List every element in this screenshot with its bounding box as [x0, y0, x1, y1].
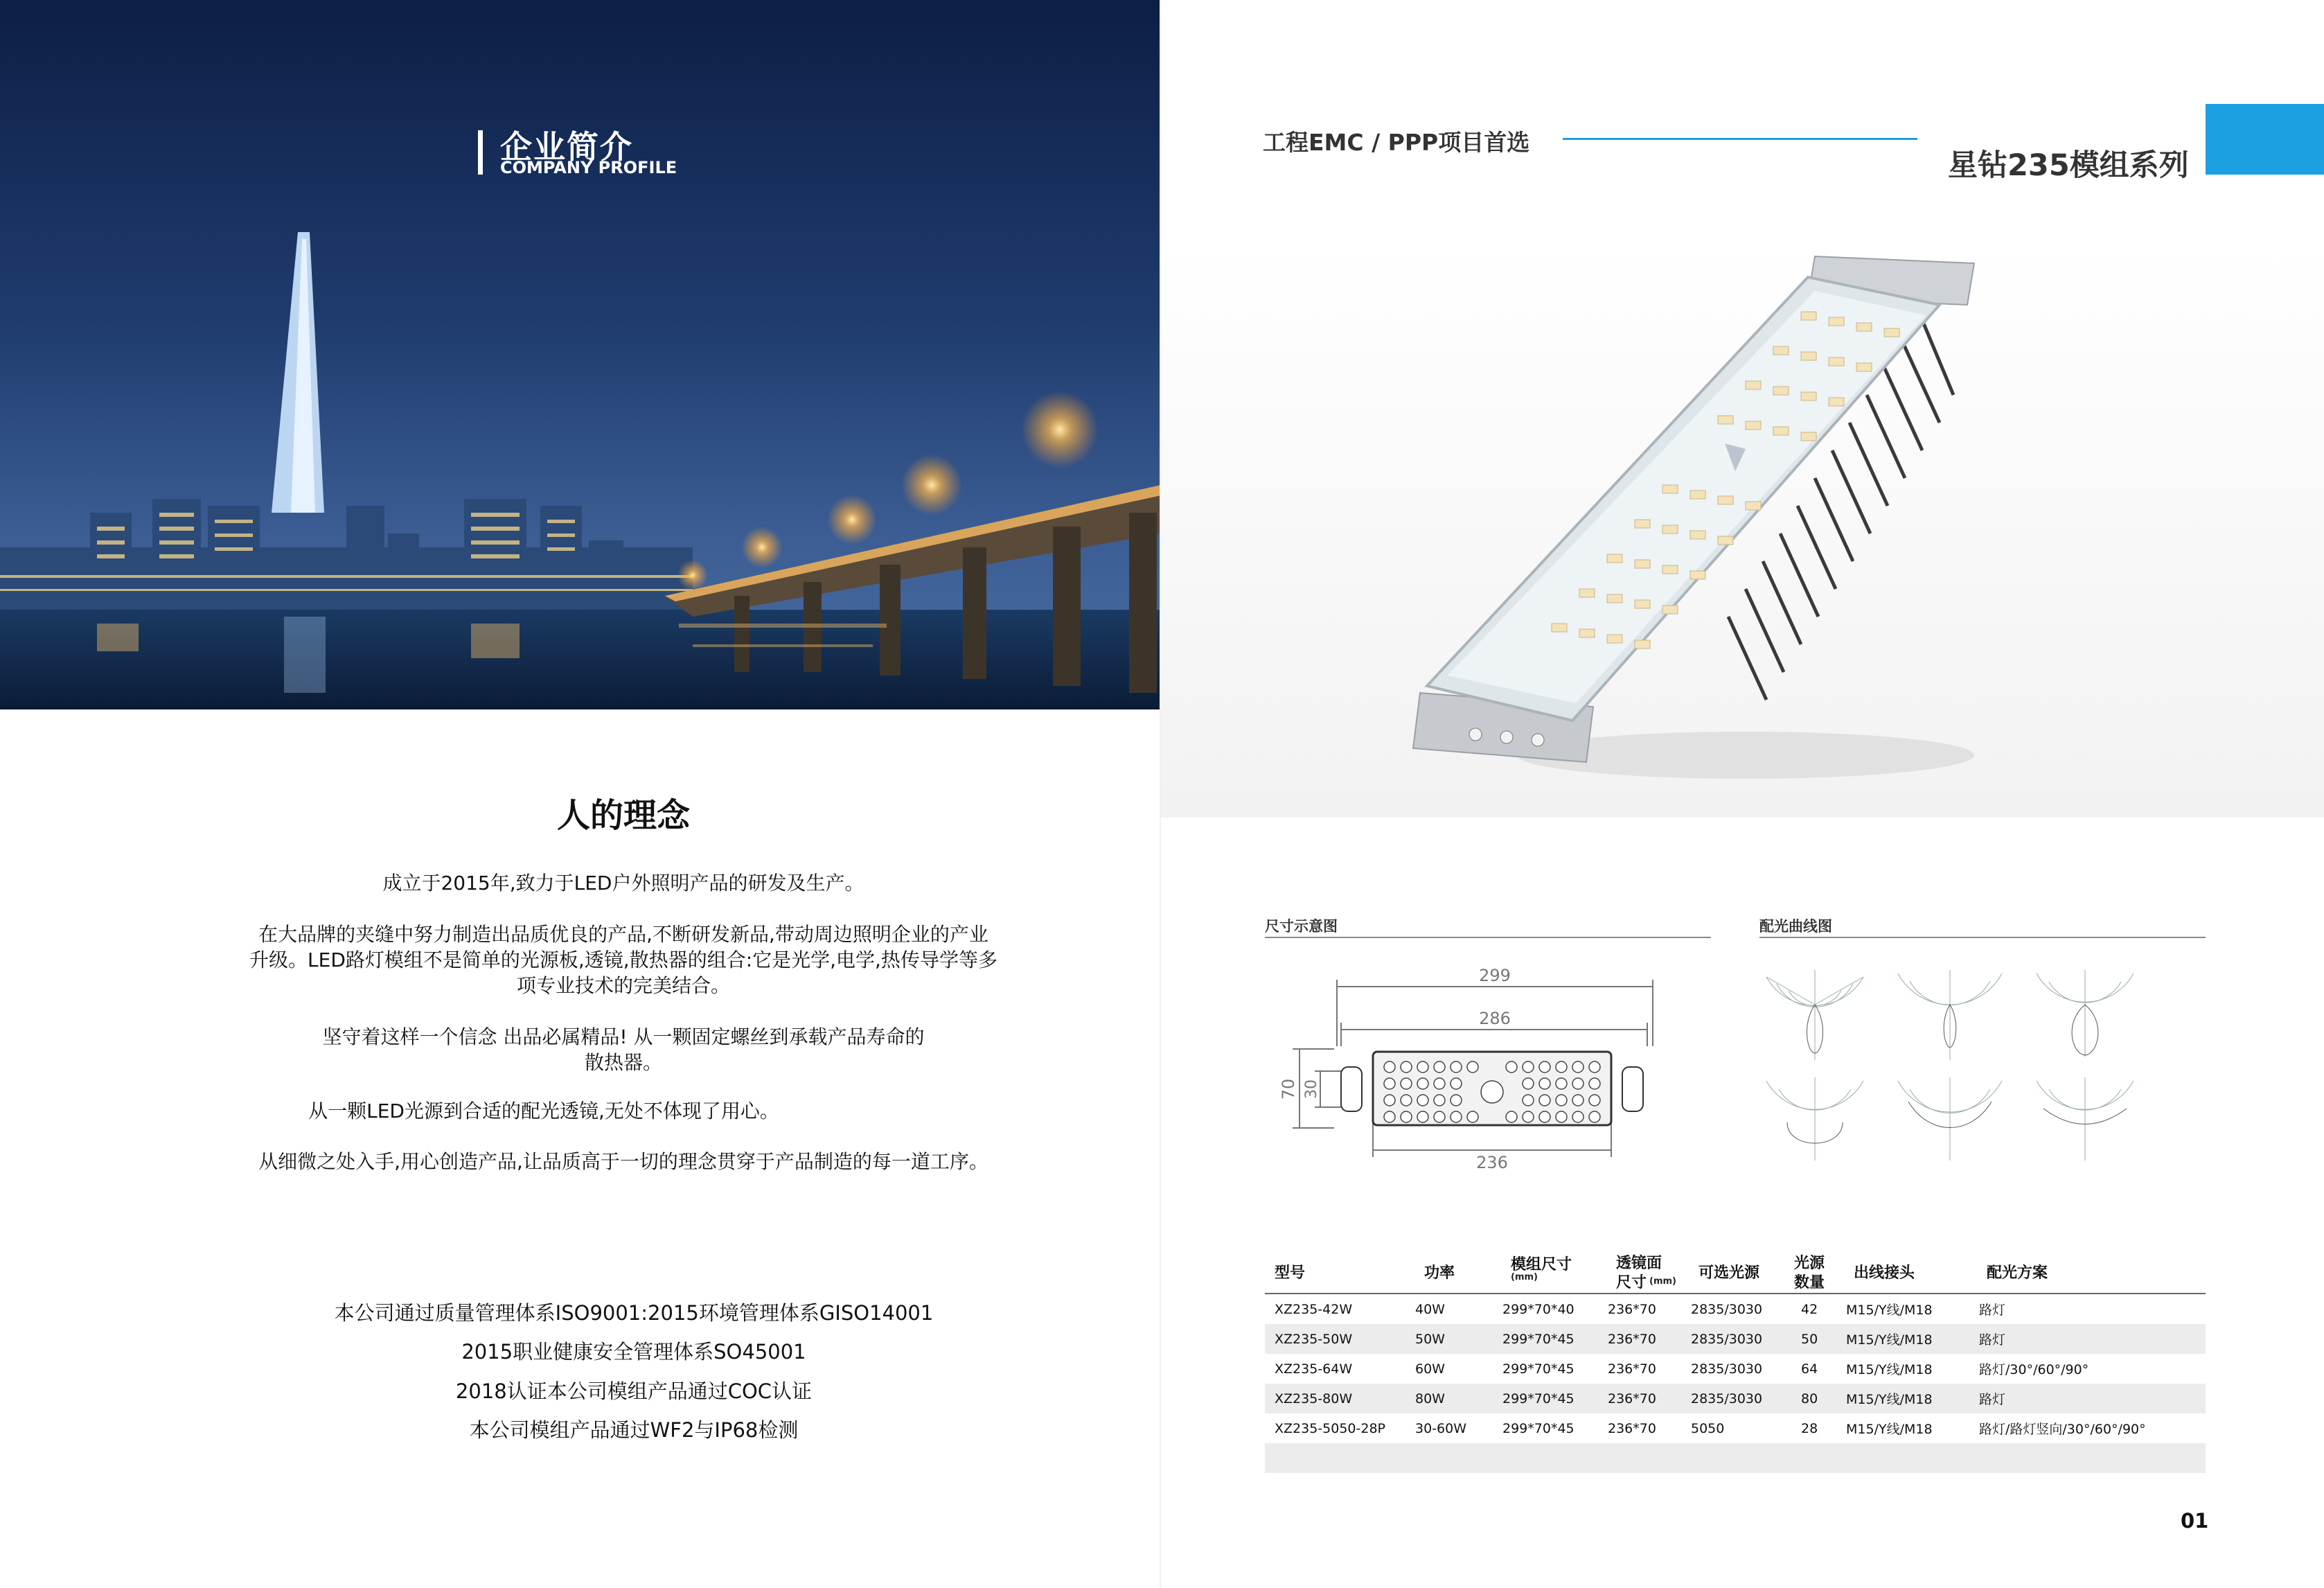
cell-led: 2835/3030: [1691, 1301, 1763, 1317]
cell-size: 299*70*45: [1502, 1420, 1575, 1436]
cell-lens: 236*70: [1608, 1301, 1656, 1317]
header-size: 模组尺寸: [1511, 1256, 1572, 1273]
table-row: [1265, 1294, 2206, 1324]
header-accent-line: [1563, 138, 1917, 140]
philosophy-title: 人的理念: [556, 796, 690, 835]
cell-qty: 50: [1801, 1331, 1818, 1347]
header-lens-unit: (mm): [1649, 1276, 1676, 1287]
cell-model: XZ235-5050-28P: [1275, 1420, 1385, 1436]
cell-power: 80W: [1415, 1391, 1445, 1406]
cell-size: 299*70*40: [1502, 1301, 1575, 1317]
cell-optics: 路灯: [1979, 1303, 2006, 1318]
cell-led: 2835/3030: [1691, 1361, 1763, 1377]
cell-lens: 236*70: [1608, 1391, 1656, 1406]
dim-70: 70: [1279, 1078, 1298, 1100]
header-accent-block: [2206, 104, 2324, 175]
paragraph-brand-line1: 在大品牌的夹缝中努力制造出品质优良的产品,不断研发新品,带动周边照明企业的产业: [258, 923, 988, 946]
cell-optics: 路灯: [1979, 1332, 2006, 1348]
paragraph-detail: 从细微之处入手,用心创造产品,让品质高于一切的理念贯穿于产品制造的每一道工序。: [258, 1150, 988, 1173]
cell-qty: 80: [1801, 1391, 1818, 1406]
cell-connector: M15/Y线/M18: [1846, 1332, 1933, 1348]
dimension-divider: [1265, 937, 1711, 938]
header-power: 功率: [1424, 1264, 1455, 1282]
paragraph-led-source: 从一颗LED光源到合适的配光透镜,无处不体现了用心。: [308, 1100, 779, 1122]
dimension-drawing: [1265, 963, 1694, 1171]
light-curve-divider: [1759, 937, 2206, 938]
cell-qty: 64: [1801, 1361, 1818, 1377]
cell-led: 2835/3030: [1691, 1391, 1763, 1406]
cell-connector: M15/Y线/M18: [1846, 1303, 1933, 1318]
table-row-empty: [1265, 1443, 2206, 1473]
cell-qty: 42: [1801, 1301, 1818, 1317]
cell-connector: M15/Y线/M18: [1846, 1362, 1933, 1377]
paragraph-brand-line2: 升级。LED路灯模组不是简单的光源板,透镜,散热器的组合:它是光学,电学,热传导学等多: [249, 949, 997, 971]
header-lens-line1: 透镜面: [1616, 1255, 1662, 1272]
header-size-unit: (mm): [1511, 1272, 1538, 1282]
cell-size: 299*70*45: [1502, 1391, 1575, 1406]
table-row: [1265, 1354, 2206, 1384]
cell-connector: M15/Y线/M18: [1846, 1422, 1933, 1437]
dim-299: 299: [1479, 966, 1511, 985]
profile-accent-bar: [478, 130, 483, 175]
certification-safety: 2015职业健康安全管理体系SO45001: [461, 1340, 806, 1364]
cell-optics: 路灯/路灯竖向/30°/60°/90°: [1979, 1422, 2146, 1437]
cell-model: XZ235-64W: [1275, 1361, 1353, 1377]
dim-30: 30: [1303, 1079, 1320, 1099]
header-model: 型号: [1275, 1264, 1306, 1282]
table-row: [1265, 1413, 2206, 1443]
header-connector: 出线接头: [1854, 1264, 1915, 1282]
cell-optics: 路灯: [1979, 1392, 2006, 1407]
header-qty-line2: 数量: [1794, 1274, 1825, 1291]
paragraph-belief-line2: 散热器。: [584, 1051, 662, 1074]
cell-lens: 236*70: [1608, 1331, 1656, 1347]
cell-led: 2835/3030: [1691, 1331, 1763, 1347]
light-distribution-curves: [1759, 963, 2147, 1164]
cell-qty: 28: [1801, 1420, 1818, 1436]
company-profile-subtitle: COMPANY PROFILE: [500, 158, 677, 177]
company-profile-title: 企业简介: [500, 128, 633, 166]
certification-coc: 2018认证本公司模组产品通过COC认证: [455, 1379, 813, 1403]
paragraph-belief-line1: 坚守着这样一个信念 出品必属精品! 从一颗固定螺丝到承载产品寿命的: [322, 1025, 925, 1048]
cell-power: 60W: [1415, 1361, 1445, 1377]
cell-connector: M15/Y线/M18: [1846, 1392, 1933, 1407]
header-qty-line1: 光源: [1794, 1255, 1825, 1272]
dimension-diagram-label: 尺寸示意图: [1265, 918, 1338, 935]
certification-iso: 本公司通过质量管理体系ISO9001:2015环境管理体系GISO14001: [334, 1301, 934, 1325]
header-optics: 配光方案: [1987, 1264, 2048, 1282]
spec-table: [1265, 1251, 2206, 1473]
series-title: 星钻235模组系列: [1948, 148, 2189, 183]
certification-wf2-ip68: 本公司模组产品通过WF2与IP68检测: [469, 1418, 799, 1442]
cell-power: 30-60W: [1415, 1420, 1466, 1436]
cell-model: XZ235-50W: [1275, 1331, 1353, 1347]
tagline: 工程EMC / PPP项目首选: [1263, 129, 1530, 156]
cell-led: 5050: [1691, 1420, 1725, 1436]
header-led: 可选光源: [1698, 1264, 1760, 1282]
dim-286: 286: [1479, 1009, 1511, 1028]
cell-size: 299*70*45: [1502, 1361, 1575, 1377]
table-row: [1265, 1384, 2206, 1413]
header-lens-line2: 尺寸: [1616, 1274, 1647, 1291]
table-row: [1265, 1324, 2206, 1354]
cell-optics: 路灯/30°/60°/90°: [1979, 1362, 2089, 1377]
paragraph-founded: 成立于2015年,致力于LED户外照明产品的研发及生产。: [382, 872, 864, 894]
light-curve-label: 配光曲线图: [1759, 918, 1832, 935]
led-module-product-image: [1385, 249, 2009, 818]
cell-size: 299*70*45: [1502, 1331, 1575, 1347]
cell-power: 40W: [1415, 1301, 1445, 1317]
cell-model: XZ235-42W: [1275, 1301, 1353, 1317]
cell-power: 50W: [1415, 1331, 1445, 1347]
page-number: 01: [2181, 1509, 2209, 1533]
cell-model: XZ235-80W: [1275, 1391, 1353, 1406]
paragraph-brand-line3: 项专业技术的完美结合。: [516, 974, 730, 997]
cell-lens: 236*70: [1608, 1420, 1656, 1436]
dim-236: 236: [1476, 1153, 1508, 1171]
cell-lens: 236*70: [1608, 1361, 1656, 1377]
city-night-photo: [0, 0, 1161, 709]
